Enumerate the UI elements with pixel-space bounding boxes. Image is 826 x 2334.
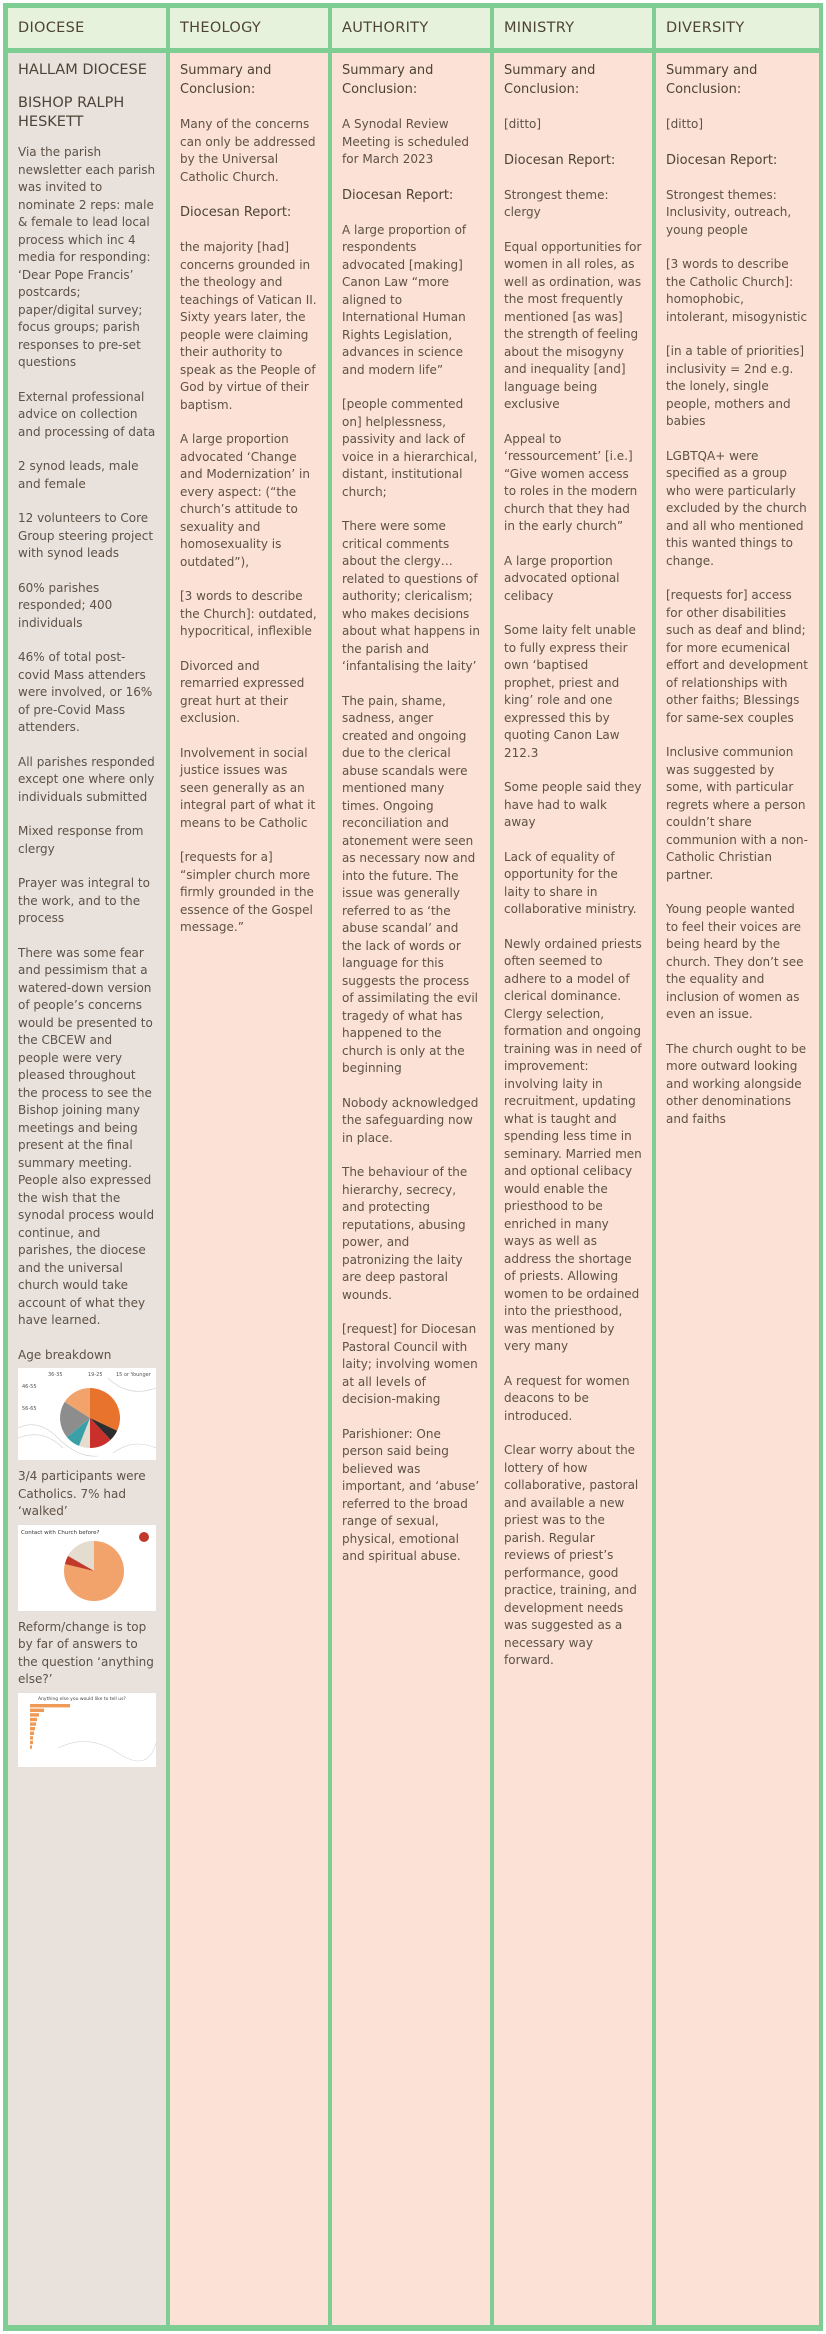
- diocese-paragraph: External professional advice on collection and processing of data: [18, 389, 156, 439]
- authority-paragraph: Parishioner: One person said being believed was important, and ‘abuse’ referred to the broad range of sexual, physical, emotional and spiritual abuse.: [342, 1426, 480, 1563]
- diocese-title: HALLAM DIOCESE: [18, 62, 147, 78]
- diocese-paragraph: Mixed response from clergy: [18, 824, 144, 856]
- authority-report-head: Diocesan Report:: [342, 187, 454, 203]
- ministry-paragraph: A request for women deacons to be introduced.: [504, 1373, 630, 1423]
- body-authority: [332, 53, 490, 2325]
- answers-bar: [30, 1708, 44, 1711]
- age-legend-4: 46-55: [22, 1384, 37, 1390]
- catholics-text: 3/4 participants were Catholics. 7% had ‘walked’: [18, 1469, 146, 1518]
- diversity-paragraph: [3 words to describe the Catholic Church]: homophobic, intolerant, misogynistic: [666, 257, 808, 324]
- age-pie-chart-image: [18, 1368, 156, 1460]
- theology-paragraph: [3 words to describe the Church]: outdated, hypocritical, inflexible: [180, 589, 317, 638]
- diocese-paragraph: 12 volunteers to Core Group steering project with synod leads: [18, 511, 154, 560]
- contact-chart-title: Contact with Church before?: [21, 1529, 100, 1536]
- diocese-paragraph: Via the parish newsletter each parish was invited to nominate 2 reps: male & female to lead local process which inc 4 media for responding: ‘Dear Pope Francis’ postcards; paper/digital survey; focus groups; parish responses to pre-set questions: [18, 145, 156, 369]
- diocese-paragraph: 60% parishes responded; 400 individuals: [18, 580, 113, 630]
- ministry-paragraph: Lack of equality of opportunity for the laity to share in collaborative ministry.: [504, 849, 637, 916]
- theology-paragraph: A large proportion advocated ‘Change and Modernization’ in every aspect: (“the church’s attitude to sexuality and homosexuality is outdated”),: [180, 432, 310, 569]
- diocese-paragraph: 46% of total post-covid Mass attenders were involved, or 16% of pre-Covid Mass attenders.: [18, 650, 153, 734]
- ministry-summary: [ditto]: [504, 117, 542, 131]
- body-ministry: [494, 53, 652, 2325]
- reform-text: Reform/change is top by far of answers to the question ‘anything else?’: [18, 1619, 154, 1686]
- diversity-report-head: Diocesan Report:: [666, 152, 778, 168]
- answers-bar: [30, 1731, 34, 1734]
- authority-summary: A Synodal Review Meeting is scheduled for March 2023: [342, 117, 469, 166]
- diversity-paragraph: Inclusive communion was suggested by some, with particular regrets where a person couldn’t share communion with a non- Catholic Christian partner.: [666, 745, 808, 882]
- authority-summary-head: Summary and Conclusion:: [342, 63, 434, 97]
- column-theology: [165, 3, 332, 2331]
- ministry-paragraph: Strongest theme: clergy: [504, 187, 609, 219]
- body-diocese: [8, 53, 166, 2325]
- column-diversity: [651, 3, 823, 2331]
- age-legend-1: 36-35: [48, 1372, 63, 1378]
- answers-bar: [30, 1717, 37, 1720]
- theology-paragraph: [requests for a] “simpler church more firmly grounded in the essence of the Gospel message.”: [180, 850, 314, 934]
- theology-summary: Many of the concerns can only be addressed by the Universal Catholic Church.: [180, 117, 316, 184]
- diversity-paragraph: Young people wanted to feel their voices are being heard by the church. They don’t see the equality and inclusion of women as even an issue.: [666, 902, 804, 1021]
- ministry-paragraph: Equal opportunities for women in all roles, as well as ordination, was the most frequently mentioned [as was] the strength of feeling about the misogyny and inequality [and] language being exclusive: [504, 239, 642, 411]
- answers-bar-chart-image: [18, 1693, 156, 1767]
- authority-paragraph: A large proportion of respondents advocated [making] Canon Law “more aligned to International Human Rights Legislation, advances in science and modern life”: [342, 222, 467, 377]
- answers-bar: [30, 1740, 33, 1743]
- theology-paragraph: the majority [had] concerns grounded in the theology and teachings of Vatican II. Sixty years later, the people were claiming their authority to speak as the People of God by virtue of their baptism.: [180, 240, 317, 412]
- answers-bar: [30, 1722, 36, 1725]
- authority-paragraph: [request] for Diocesan Pastoral Council with laity; involving women at all levels of decision-making: [342, 1322, 478, 1406]
- ministry-paragraph: Clear worry about the lottery of how collaborative, pastoral and available a new priest was to the parish. Regular reviews of priest’s performance, good practice, training, and development needs was suggested as a necessary way forward.: [504, 1443, 639, 1667]
- ministry-report-head: Diocesan Report:: [504, 152, 616, 168]
- theology-paragraphs: [180, 239, 318, 937]
- diversity-paragraph: [requests for] access for other disabilities such as deaf and blind; for more ecumenical effort and development of relationships with other faiths; Blessings for same-sex couples: [666, 588, 808, 725]
- answers-bar: [30, 1727, 35, 1730]
- ministry-paragraph: Newly ordained priests often seemed to adhere to a model of clerical dominance. Clergy selection, formation and ongoing training was in need of improvement: involving laity in recruitment, updating what is taught and spending less time in seminary. Married men and optional celibacy would enable the priesthood to be enriched in many ways as well as address the shortage of priests. Allowing women to be ordained into the priesthood, was mentioned by very many: [504, 936, 642, 1353]
- ministry-paragraph: A large proportion advocated optional celibacy: [504, 553, 620, 603]
- answers-bar: [30, 1713, 39, 1716]
- answers-bar: [30, 1745, 32, 1748]
- diversity-paragraph: Strongest themes: Inclusivity, outreach, young people: [666, 187, 792, 237]
- header-theology: THEOLOGY: [170, 8, 328, 48]
- column-diocese: [3, 3, 170, 2331]
- header-ministry: MINISTRY: [494, 8, 652, 48]
- answers-bar: [30, 1736, 33, 1739]
- answers-bar: [30, 1704, 70, 1707]
- contact-pie-chart-image: [18, 1525, 156, 1611]
- column-ministry: [489, 3, 656, 2331]
- theology-paragraph: Involvement in social justice issues was seen generally as an integral part of what it means to be Catholic: [180, 745, 316, 830]
- header-authority: AUTHORITY: [332, 8, 490, 48]
- ministry-paragraph: Some people said they have had to walk away: [504, 780, 642, 829]
- age-legend-2: 19-25: [88, 1372, 103, 1378]
- answers-chart-title: Anything else you would like to tell us?: [38, 1696, 126, 1702]
- theology-paragraph: Divorced and remarried expressed great hurt at their exclusion.: [180, 658, 305, 725]
- bishop-name: BISHOP RALPH HESKETT: [18, 95, 125, 130]
- diversity-paragraphs: [666, 187, 809, 1129]
- authority-paragraph: The pain, shame, sadness, anger created and ongoing due to the clerical abuse scandals were mentioned many times. Ongoing reconciliation and atonement were seen as necessary now and into the future. The issue was generally referred to as ‘the abuse scandal’ and the lack of words or language for this suggests the process of assimilating the evil tragedy of what has happened to the church is only at the beginning: [342, 693, 479, 1075]
- diocese-paragraph: Prayer was integral to the work, and to the process: [18, 876, 150, 925]
- ministry-summary-head: Summary and Conclusion:: [504, 63, 596, 97]
- diversity-paragraph: [in a table of priorities] inclusivity = 2nd e.g. the lonely, single people, mothers and babies: [666, 344, 805, 428]
- theology-summary-head: Summary and Conclusion:: [180, 63, 272, 97]
- theology-report-head: Diocesan Report:: [180, 205, 292, 220]
- authority-paragraph: [people commented on] helplessness, passivity and lack of voice in a hierarchical, distant, institutional church;: [342, 397, 478, 499]
- diocese-paragraphs: [18, 144, 156, 1330]
- age-legend-3: 15 or Younger: [116, 1372, 151, 1378]
- ministry-paragraph: Some laity felt unable to fully express their own ‘baptised prophet, priest and king’ role and one expressed this by quoting Canon Law 212.3: [504, 623, 636, 760]
- age-legend-5: 56-65: [22, 1406, 37, 1412]
- authority-paragraphs: [342, 222, 480, 1566]
- header-diversity: DIVERSITY: [656, 8, 819, 48]
- diocese-paragraph: All parishes responded except one where only individuals submitted: [18, 754, 155, 804]
- diocese-paragraph: There was some fear and pessimism that a watered-down version of people’s concerns would be presented to the CBCEW and people were very pleased throughout the process to see the Bishop joining many meetings and being present at the final summary meeting. People also expressed the wish that the synodal process would continue, and parishes, the diocese and the universal church would take account of what they have learned.: [18, 945, 155, 1327]
- header-diocese: DIOCESE: [8, 8, 166, 48]
- column-authority: [327, 3, 494, 2331]
- diversity-paragraph: LGBTQA+ were specified as a group who were particularly excluded by the church and all who mentioned this wanted things to change.: [666, 448, 807, 568]
- ministry-paragraphs: [504, 187, 642, 1670]
- authority-paragraph: Nobody acknowledged the safeguarding now in place.: [342, 1095, 479, 1145]
- body-diversity: [656, 53, 819, 2325]
- age-breakdown-label: Age breakdown: [18, 1347, 112, 1362]
- diocese-paragraph: 2 synod leads, male and female: [18, 459, 139, 491]
- body-theology: [170, 53, 328, 2325]
- summary-table: [3, 3, 823, 2331]
- diversity-paragraph: The church ought to be more outward looking and working alongside other denominations and faiths: [666, 1041, 807, 1126]
- diversity-summary: [ditto]: [666, 117, 704, 131]
- authority-paragraph: There were some critical comments about the clergy… related to questions of authority; clericalism; who makes decisions about what happens in the parish and ‘infantalising the laity’: [342, 519, 480, 673]
- ministry-paragraph: Appeal to ‘ressourcement’ [i.e.] “Give women access to roles in the modern church that they had in the early church”: [504, 431, 638, 533]
- diversity-summary-head: Summary and Conclusion:: [666, 63, 758, 97]
- authority-paragraph: The behaviour of the hierarchy, secrecy, and protecting reputations, abusing power, and patronizing the laity are deep pastoral wounds.: [342, 1165, 468, 1302]
